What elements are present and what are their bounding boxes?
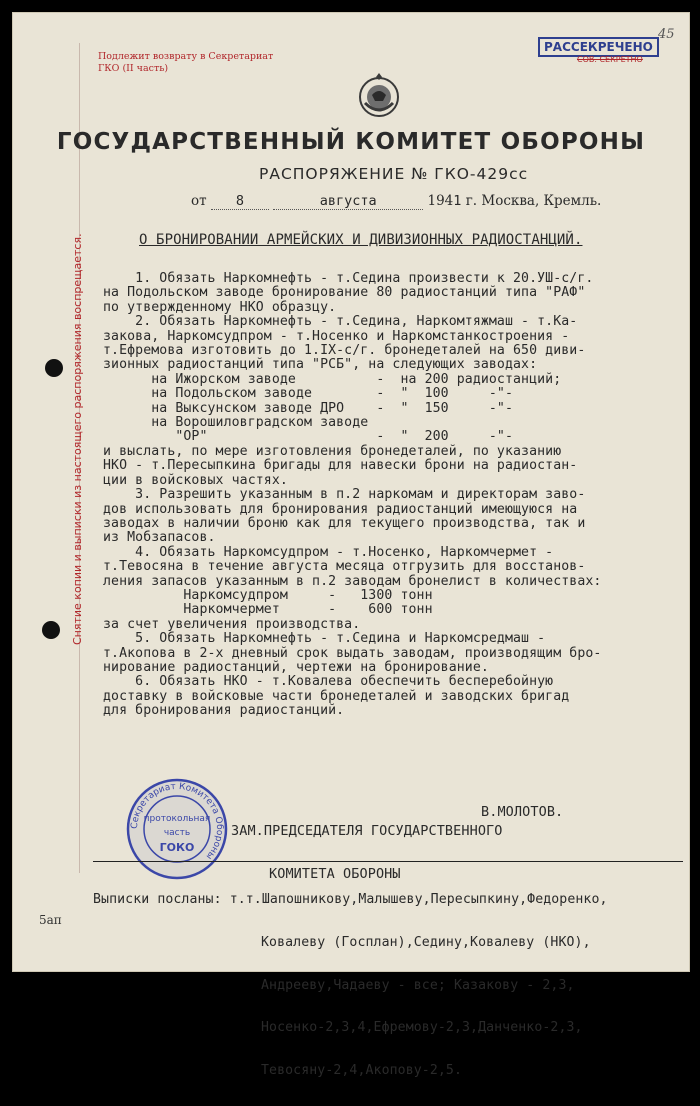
date-day: 8	[211, 193, 269, 210]
hole-punch-bottom	[42, 621, 60, 639]
body-line: 3. Разрешить указанным в п.2 наркомам и директорам заво-	[103, 487, 586, 503]
body-line: "ОР" - " 200 -"-	[103, 429, 514, 445]
body-line: 6. Обязать НКО - т.Ковалева обеспечить бесперебойную	[103, 674, 554, 690]
body-line: по утвержденному НКО образцу.	[103, 299, 337, 315]
date-year-prefix: 194	[427, 193, 454, 209]
footer-mark: 5ап	[39, 913, 62, 927]
body-line: 1. Обязать Наркомнефть - т.Седина произвести к 20.УШ-с/г.	[103, 271, 594, 286]
body-text	[103, 272, 601, 719]
body-line: дов использовать для бронирования радиостанций имеющуюся на	[103, 501, 578, 517]
body-line: т.Акопова в 2-х дневный срок выдать заводам, производящим бро-	[103, 645, 602, 661]
distribution-line-4: Тевосяну-2,4,Акопову-2,5.	[261, 1062, 462, 1078]
return-notice-line2: ГКО (II часть)	[98, 63, 169, 74]
signature-line1: ЗАМ.ПРЕДСЕДАТЕЛЯ ГОСУДАРСТВЕННОГО	[231, 822, 503, 839]
declassified-stamp	[538, 37, 659, 57]
return-notice	[98, 51, 273, 75]
body-line: из Мобзапасов.	[103, 530, 216, 546]
body-line: Наркомчермет - 600 тонн	[103, 602, 433, 618]
distribution-line-2: Андрееву,Чадаеву - все; Казакову - 2,3,	[261, 977, 575, 993]
body-line: на Ворошиловградском заводе	[103, 415, 369, 431]
distribution-line-0: т.т.Шапошникову,Малышеву,Пересыпкину,Федоренко,	[229, 892, 608, 908]
date-line	[191, 193, 601, 210]
seal-ring-text: Секретариат Комитета Обороны	[129, 781, 225, 862]
body-line: на Подольском заводе - " 100 -"-	[103, 386, 514, 402]
body-line: 2. Обязать Наркомнефть - т.Седина, Наркомтяжмаш - т.Ка-	[103, 314, 578, 330]
distribution-line-3: Носенко-2,3,4,Ефремову-2,3,Данченко-2,3,	[261, 1020, 583, 1036]
body-line: нирование радиостанций, чертежи на бронирование.	[103, 659, 489, 675]
body-line: и выслать, по мере изготовления бронедеталей, по указанию	[103, 443, 562, 459]
signature-line2: КОМИТЕТА ОБОРОНЫ	[269, 866, 401, 883]
distribution-label: Выписки посланы:	[93, 892, 222, 908]
committee-title: ГОСУДАРСТВЕННЫЙ КОМИТЕТ ОБОРОНЫ	[56, 129, 646, 155]
body-line: на Подольском заводе бронирование 80 радиостанций типа "РАФ"	[103, 285, 586, 301]
seal-center-line1: протокольная	[143, 814, 211, 824]
distribution-rule	[93, 861, 683, 862]
hole-punch-top	[45, 359, 63, 377]
secret-strikeout: СОВ. СЕКРЕТНО	[577, 55, 643, 64]
date-month: августа	[273, 193, 423, 210]
body-line: на Выксунском заводе ДРО - " 150 -"-	[103, 400, 514, 416]
body-line: для бронирования радиостанций.	[103, 703, 345, 719]
distribution-block	[93, 865, 608, 1106]
body-line: т.Ефремова изготовить до 1.IX-с/г. бронедеталей на 650 диви-	[103, 343, 586, 359]
body-line: 4. Обязать Наркомсудпром - т.Носенко, Наркомчермет -	[103, 544, 554, 560]
body-line: т.Тевосяна в течение августа месяца отгрузить для восстанов-	[103, 559, 586, 575]
margin-note: Снятие копии и выписки из настоящего распоряжения воспрещается.	[71, 233, 84, 645]
date-year-suffix: 1	[453, 193, 462, 209]
ussr-emblem-icon	[356, 73, 402, 119]
body-line: доставку в войсковые части бронедеталей и заводских бригад	[103, 688, 570, 704]
seal-center-line3: ГОКО	[159, 841, 195, 854]
body-line: на Ижорском заводе - на 200 радиостанций;	[103, 371, 562, 387]
seal-center-line2: часть	[163, 828, 191, 838]
page-number: 45	[658, 27, 675, 42]
date-place: г. Москва, Кремль.	[465, 193, 602, 209]
body-line: НКО - т.Пересыпкина бригады для навески брони на радиостан-	[103, 458, 578, 474]
body-line: Наркомсудпром - 1300 тонн	[103, 587, 433, 603]
declassified-stamp-text: РАССЕКРЕЧЕНО	[544, 40, 653, 54]
date-prefix: от	[191, 193, 207, 209]
distribution-line-1: Ковалеву (Госплан),Седину,Ковалеву (НКО),	[261, 935, 591, 951]
return-notice-line1: Подлежит возврату в Секретариат	[98, 51, 274, 62]
body-line: ции в войсковых частях.	[103, 472, 288, 488]
body-line: ления запасов указанным в п.2 заводам бронелист в количествах:	[103, 573, 602, 589]
body-line: заводах в наличии броню как для текущего производства, так и	[103, 515, 586, 531]
signatory-name: В.МОЛОТОВ.	[481, 804, 564, 820]
subject-line: О БРОНИРОВАНИИ АРМЕЙСКИХ И ДИВИЗИОННЫХ РАДИОСТАНЦИЙ.	[139, 232, 583, 248]
body-line: зионных радиостанций типа "РСБ", на следующих заводах:	[103, 357, 538, 373]
document-page	[12, 12, 690, 1078]
body-line: закова, Наркомсудпром - т.Носенко и Наркомстанкостроения -	[103, 328, 570, 344]
body-line: за счет увеличения производства.	[103, 616, 361, 632]
doc-type: РАСПОРЯЖЕНИЕ № ГКО-429сс	[259, 165, 529, 183]
body-line: 5. Обязать Наркомнефть - т.Седина и Наркомсредмаш -	[103, 631, 546, 647]
